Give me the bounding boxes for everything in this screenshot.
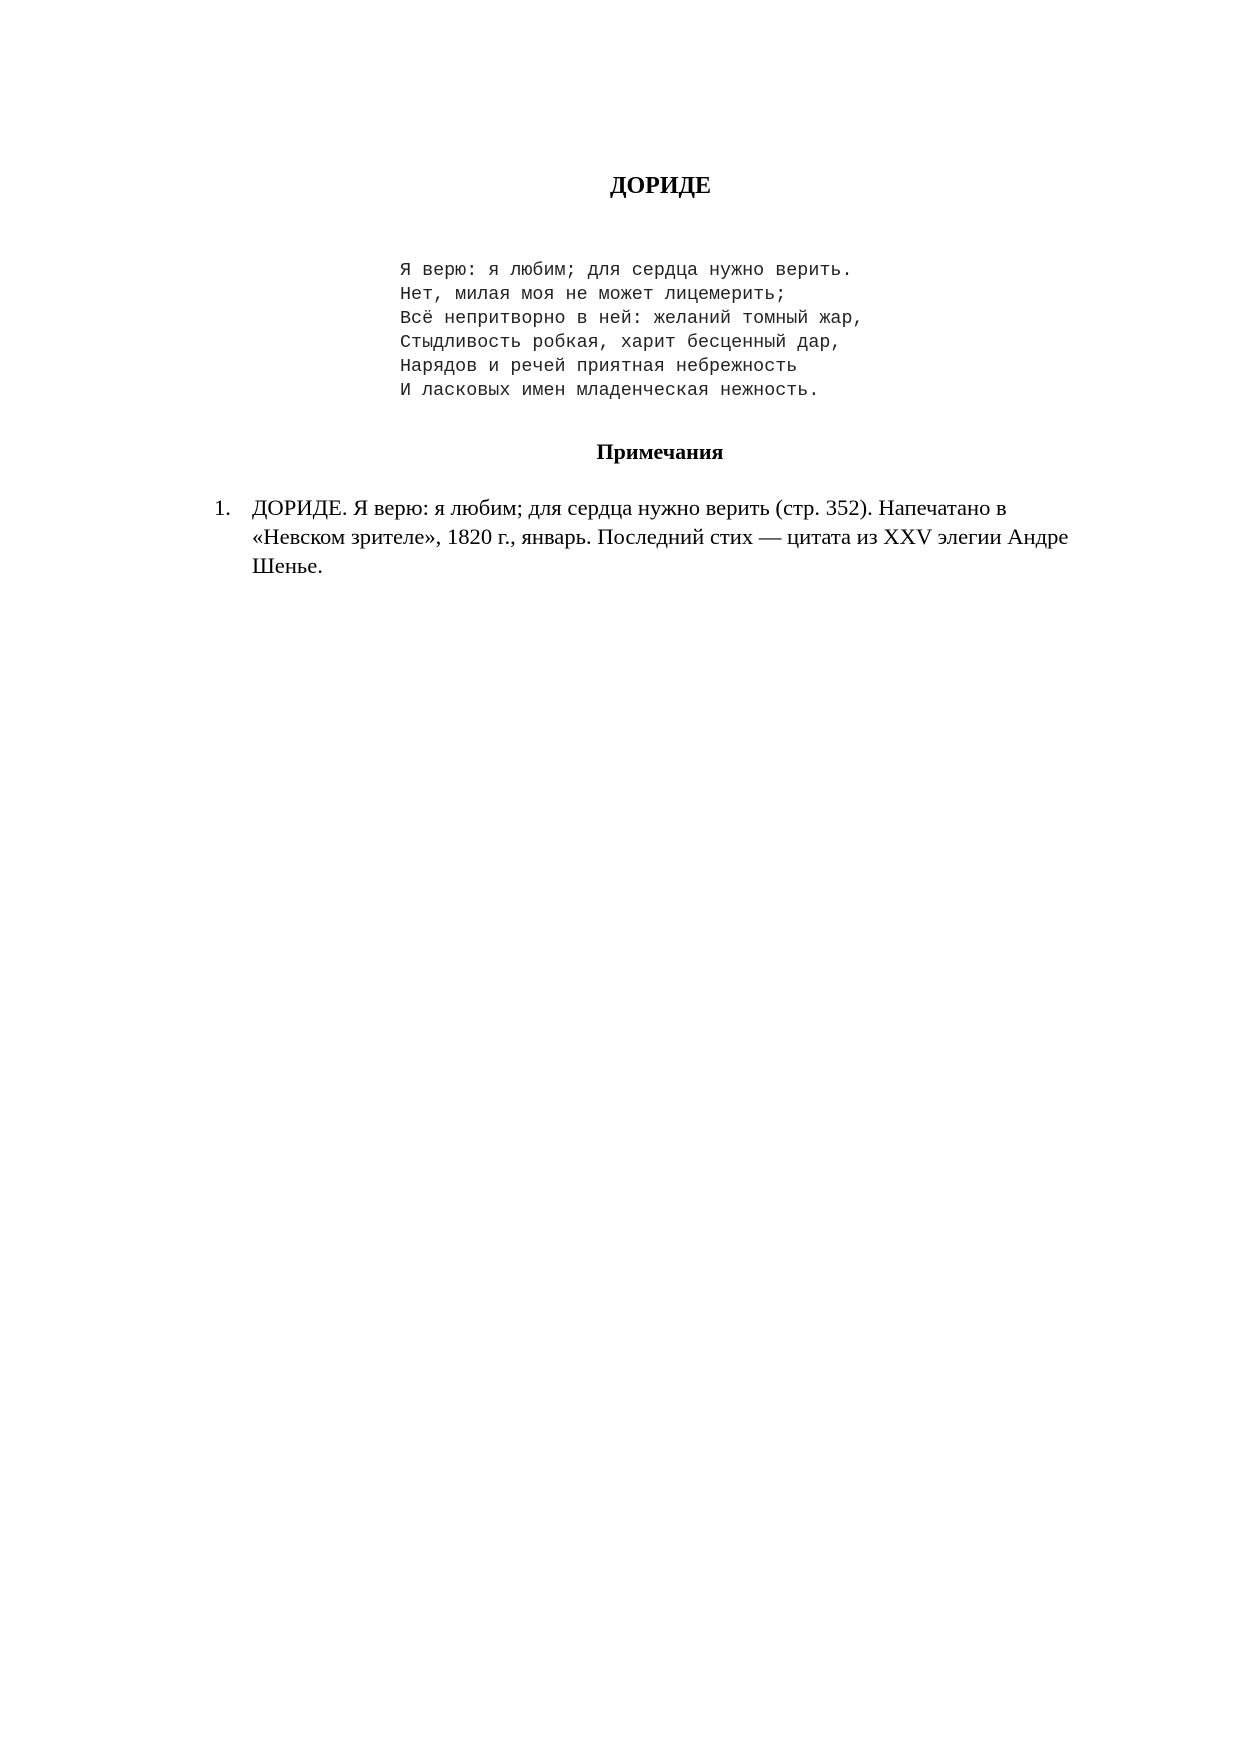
poem-line: Нарядов и речей приятная небрежность	[400, 356, 798, 377]
poem-line: Всё непритворно в ней: желаний томный жар,	[400, 308, 864, 329]
poem-title: ДОРИДЕ	[609, 173, 712, 199]
note-text: ДОРИДЕ. Я верю: я любим; для сердца нужно верить (стр. 352). Напечатано в «Невском зрителе», 1820 г., январь. Последний стих — цитата из XXV элегии Андре Шенье.	[252, 495, 1069, 578]
poem-line: И ласковых имен младенческая нежность.	[400, 380, 820, 401]
poem-body	[400, 259, 864, 403]
notes-heading: Примечания	[596, 439, 724, 464]
notes-list	[214, 493, 1094, 580]
poem-line: Я верю: я любим; для сердца нужно верить.	[400, 260, 853, 281]
poem-line: Нет, милая моя не может лицемерить;	[400, 284, 787, 305]
note-number: 1.	[214, 495, 231, 520]
note-item	[214, 493, 1094, 580]
poem-line: Стыдливость робкая, харит бесценный дар,	[400, 332, 842, 353]
